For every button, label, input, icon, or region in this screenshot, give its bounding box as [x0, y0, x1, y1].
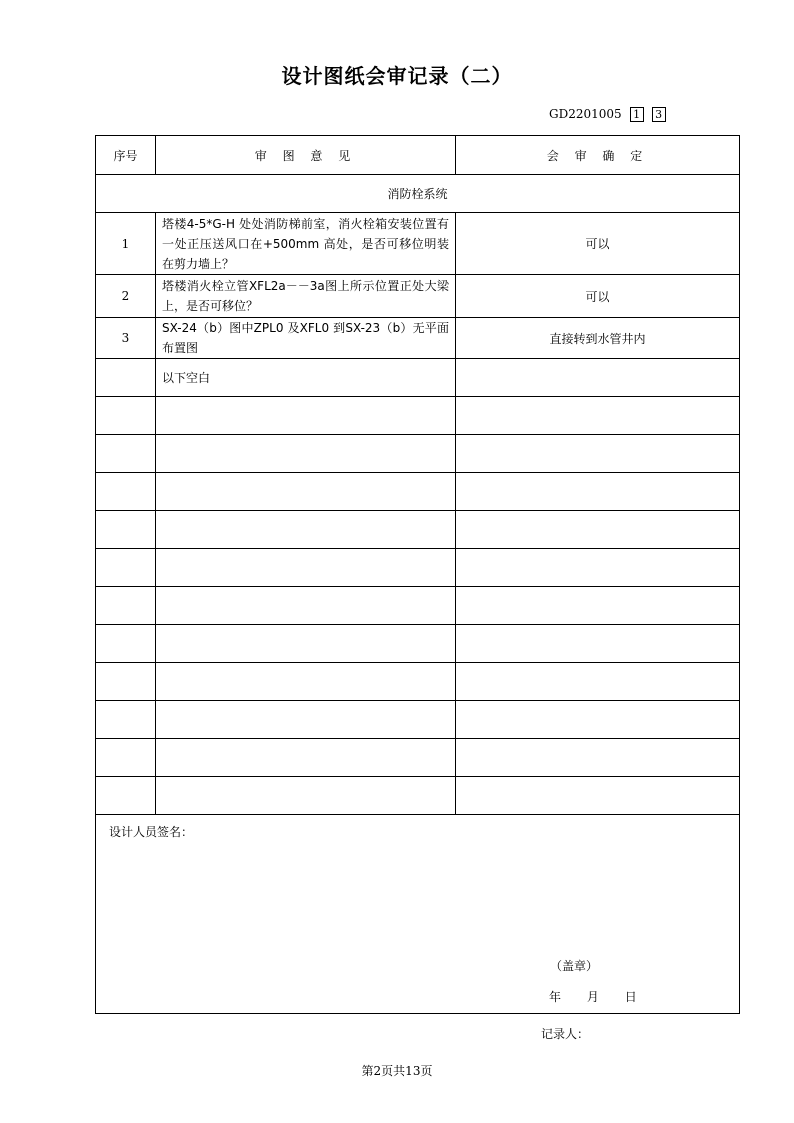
row-no: 3	[96, 318, 156, 359]
header-no: 序号	[96, 136, 156, 175]
empty-row	[96, 511, 740, 549]
empty-row	[96, 739, 740, 777]
row-no: 2	[96, 275, 156, 318]
review-table	[95, 135, 740, 1014]
empty-row	[96, 701, 740, 739]
designer-signature-label: 设计人员签名：	[109, 825, 194, 839]
table-header-row	[96, 136, 740, 175]
empty-cell	[456, 397, 740, 435]
empty-cell	[456, 739, 740, 777]
page-boxes	[630, 107, 666, 122]
row-confirm	[456, 359, 740, 397]
row-opinion: 塔楼消火栓立管XFL2a－－3a图上所示位置正处大梁上，是否可移位？	[156, 275, 456, 318]
empty-cell	[96, 663, 156, 701]
table-row	[96, 275, 740, 318]
row-confirm: 可以	[456, 275, 740, 318]
empty-cell	[156, 739, 456, 777]
empty-cell	[156, 511, 456, 549]
empty-cell	[156, 435, 456, 473]
empty-cell	[456, 701, 740, 739]
empty-cell	[96, 511, 156, 549]
empty-cell	[156, 587, 456, 625]
empty-cell	[96, 777, 156, 815]
empty-row	[96, 435, 740, 473]
empty-row	[96, 663, 740, 701]
empty-cell	[456, 587, 740, 625]
empty-cell	[456, 549, 740, 587]
date-line	[549, 988, 659, 1005]
empty-cell	[156, 663, 456, 701]
table-row	[96, 359, 740, 397]
section-title: 消防栓系统	[96, 175, 740, 213]
month-label: 月	[586, 990, 599, 1004]
seal-label: （盖章）	[550, 959, 599, 973]
empty-row	[96, 397, 740, 435]
empty-cell	[156, 473, 456, 511]
day-label: 日	[624, 990, 637, 1004]
empty-cell	[96, 701, 156, 739]
document-number	[549, 106, 666, 122]
signature-row	[96, 815, 740, 1014]
empty-cell	[96, 739, 156, 777]
empty-cell	[96, 625, 156, 663]
empty-cell	[156, 397, 456, 435]
row-opinion: 以下空白	[156, 359, 456, 397]
empty-cell	[96, 587, 156, 625]
empty-cell	[456, 663, 740, 701]
empty-cell	[456, 625, 740, 663]
row-confirm: 可以	[456, 213, 740, 275]
header-confirm: 会 审 确 定	[456, 136, 740, 175]
empty-row	[96, 625, 740, 663]
document-code: GD2201005	[549, 107, 622, 121]
empty-cell	[156, 701, 456, 739]
section-row	[96, 175, 740, 213]
row-confirm: 直接转到水管井内	[456, 318, 740, 359]
empty-cell	[156, 777, 456, 815]
empty-cell	[156, 625, 456, 663]
empty-cell	[456, 511, 740, 549]
table-row	[96, 213, 740, 275]
page-box-2: 3	[652, 107, 666, 122]
empty-row	[96, 777, 740, 815]
empty-cell	[96, 473, 156, 511]
empty-row	[96, 587, 740, 625]
row-no: 1	[96, 213, 156, 275]
empty-row	[96, 473, 740, 511]
empty-cell	[456, 473, 740, 511]
empty-cell	[156, 549, 456, 587]
header-opinion: 审 图 意 见	[156, 136, 456, 175]
empty-cell	[96, 549, 156, 587]
table-row	[96, 318, 740, 359]
page-title: 设计图纸会审记录（二）	[281, 64, 513, 88]
year-label: 年	[549, 990, 562, 1004]
row-opinion: SX-24（b）图中ZPL0 及XFL0 到SX-23（b）无平面布置图	[156, 318, 456, 359]
empty-cell	[456, 435, 740, 473]
recorder-label: 记录人：	[541, 1027, 590, 1041]
empty-cell	[96, 397, 156, 435]
page-footer: 第2页共13页	[361, 1064, 433, 1078]
row-opinion: 塔楼4-5*G-H 处处消防梯前室，消火栓箱安装位置有一处正压送风口在+500mm 高处，是否可移位明装在剪力墙上？	[156, 213, 456, 275]
empty-row	[96, 549, 740, 587]
page-box-1: 1	[630, 107, 644, 122]
row-no	[96, 359, 156, 397]
empty-cell	[456, 777, 740, 815]
signature-cell	[96, 815, 740, 1014]
empty-cell	[96, 435, 156, 473]
